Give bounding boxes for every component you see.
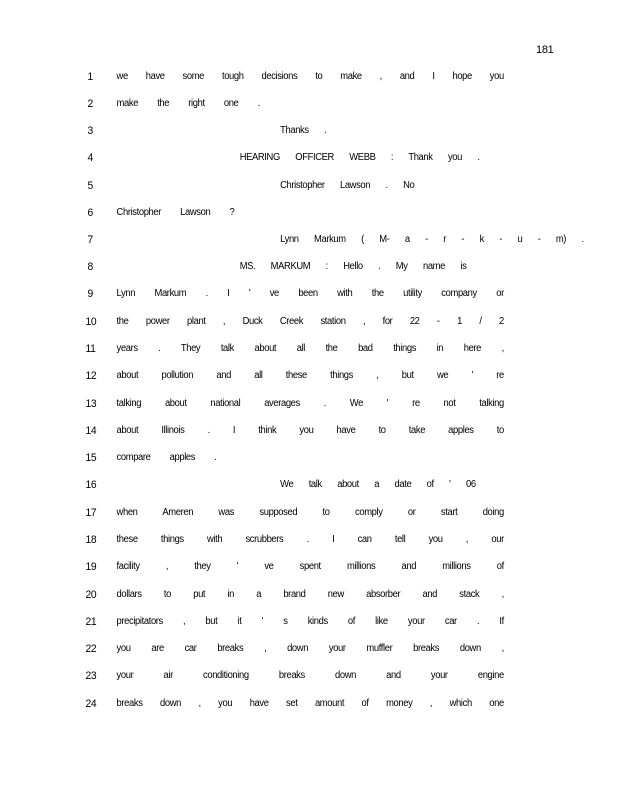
line-number: 11 <box>85 343 96 355</box>
line-number: 4 <box>87 152 93 164</box>
transcript-line <box>0 643 581 659</box>
line-text: when Ameren was supposed to comply or start doing <box>116 507 504 518</box>
transcript-line <box>0 616 581 632</box>
transcript-line <box>0 698 581 714</box>
line-text: these things with scrubbers . I can tell you , our <box>116 534 504 545</box>
transcript-line <box>0 507 581 523</box>
transcript-line <box>0 261 581 277</box>
line-number: 7 <box>87 234 93 246</box>
line-text: dollars to put in a brand new absorber and stack , <box>116 589 504 600</box>
transcript-line <box>0 479 581 495</box>
line-text: about Illinois . I think you have to take apples to <box>116 425 504 436</box>
line-text: facility , they ' ve spent millions and millions of <box>116 561 504 572</box>
line-text: about pollution and all these things , but we ' re <box>116 370 504 381</box>
line-text: Christopher Lawson ? <box>116 207 235 218</box>
transcript-line <box>0 398 581 414</box>
line-number: 23 <box>85 670 97 682</box>
line-text: make the right one . <box>116 98 260 109</box>
page-number: 181 <box>536 44 554 56</box>
transcript-line <box>0 452 581 468</box>
line-number: 13 <box>85 398 97 410</box>
line-text: HEARING OFFICER WEBB : Thank you . <box>239 152 480 163</box>
transcript-line <box>0 152 581 168</box>
line-text: breaks down , you have set amount of money , which one <box>116 698 504 709</box>
line-number: 5 <box>87 180 93 192</box>
line-number: 9 <box>87 288 93 300</box>
transcript-line <box>0 180 581 196</box>
line-number: 22 <box>85 643 97 655</box>
line-text: Christopher Lawson . No <box>280 180 415 191</box>
line-number: 6 <box>87 207 93 219</box>
transcript-line <box>0 207 581 223</box>
line-text: compare apples . <box>116 452 217 463</box>
line-number: 18 <box>85 534 97 546</box>
transcript-line <box>0 370 581 386</box>
line-number: 10 <box>85 316 97 328</box>
line-text: we have some tough decisions to make , and I hope you <box>116 71 504 82</box>
transcript-line <box>0 343 581 359</box>
line-number: 15 <box>85 452 97 464</box>
transcript-line <box>0 98 581 114</box>
line-text: Thanks . <box>280 125 327 136</box>
transcript-line <box>0 534 581 550</box>
line-number: 24 <box>85 698 97 710</box>
line-text: We talk about a date of ' 06 <box>280 479 476 490</box>
line-number: 8 <box>87 261 93 273</box>
line-number: 19 <box>85 561 97 573</box>
line-text: precipitators , but it ' s kinds of like your car . If <box>116 616 504 627</box>
line-text: you are car breaks , down your muffler breaks down , <box>116 643 504 654</box>
line-number: 1 <box>87 71 93 83</box>
transcript-line <box>0 425 581 441</box>
line-number: 21 <box>85 616 97 628</box>
line-text: Lynn Markum ( M- a - r - k - u - m) . <box>280 234 584 245</box>
line-number: 12 <box>85 370 97 382</box>
line-text: MS. MARKUM : Hello . My name is <box>239 261 467 272</box>
line-text: your air conditioning breaks down and your engine <box>116 670 504 681</box>
line-number: 20 <box>85 589 97 601</box>
transcript-line <box>0 589 581 605</box>
transcript-line <box>0 316 581 332</box>
transcript-line <box>0 71 581 87</box>
line-text: Lynn Markum . I ' ve been with the utility company or <box>116 288 504 299</box>
line-text: talking about national averages . We ' re not talking <box>116 398 504 409</box>
line-number: 17 <box>85 507 97 519</box>
transcript-line <box>0 670 581 686</box>
transcript-line <box>0 125 581 141</box>
transcript-line <box>0 288 581 304</box>
transcript-line <box>0 234 584 250</box>
line-number: 2 <box>87 98 93 110</box>
line-text: years . They talk about all the bad things in here , <box>116 343 504 354</box>
line-number: 14 <box>85 425 97 437</box>
line-number: 3 <box>87 125 93 137</box>
line-number: 16 <box>85 479 97 491</box>
line-text: the power plant , Duck Creek station , for 22 - 1 / 2 <box>116 316 504 327</box>
transcript-line <box>0 561 581 577</box>
